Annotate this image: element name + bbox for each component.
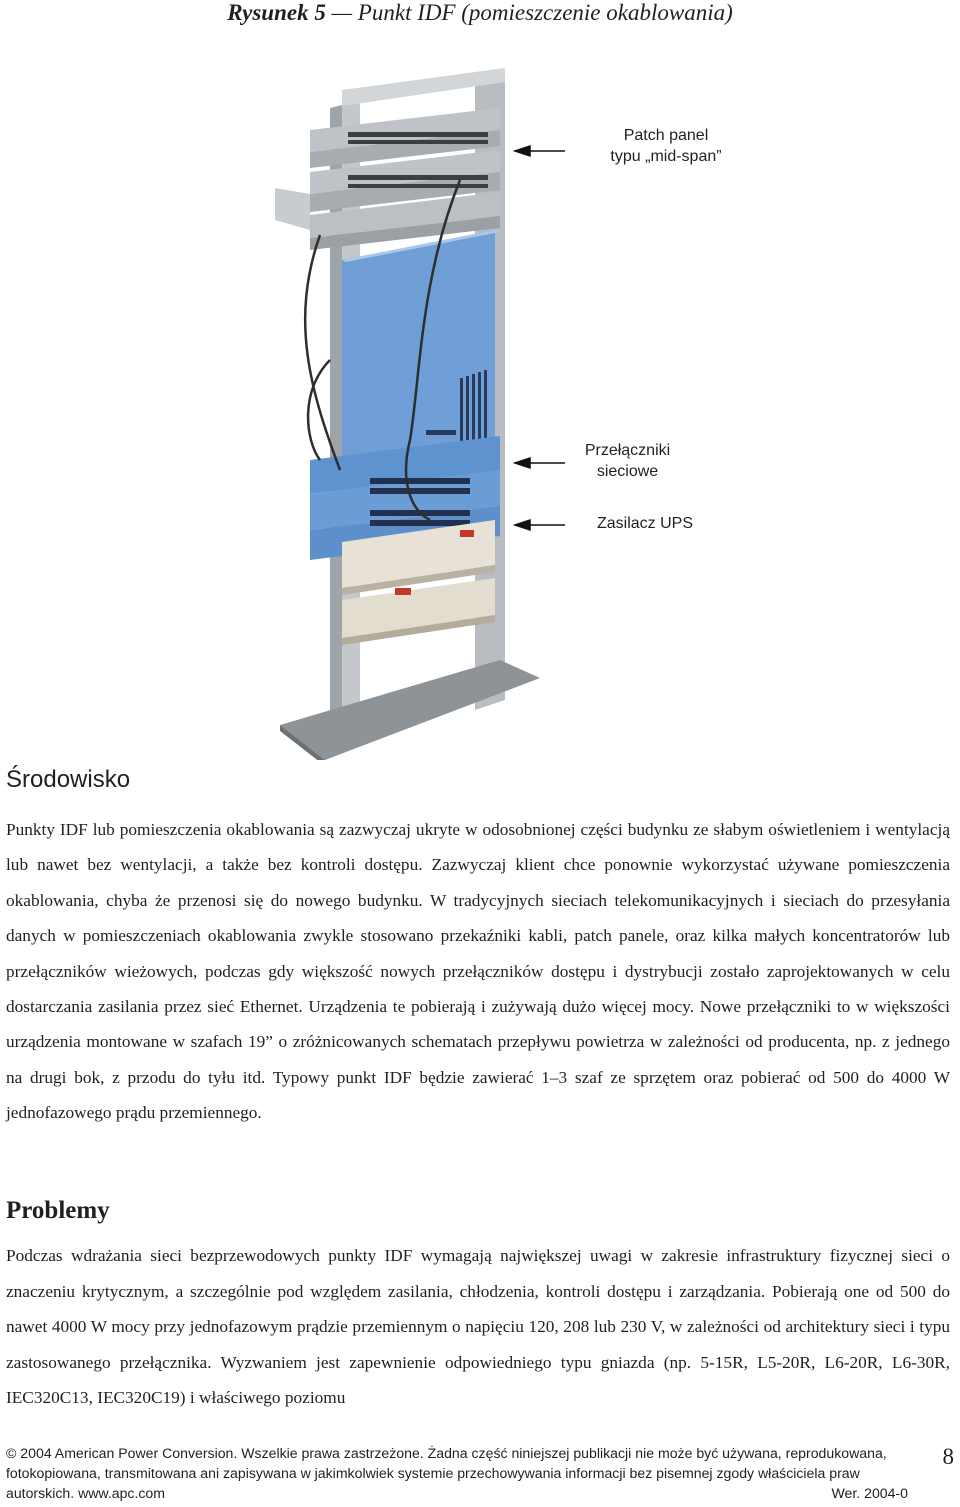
footer-copyright-line1: © 2004 American Power Conversion. Wszelkie prawa zastrzeżone. Żadna część niniejszej publikacji nie może być używana, reprodukowana,: [6, 1445, 887, 1461]
figure-caption-text: — Punkt IDF (pomieszczenie okablowania): [325, 0, 733, 25]
page-number: 8: [942, 1444, 954, 1469]
callout-switches-line2: sieciowe: [596, 463, 659, 480]
callout-patch-panel-line2: typu „mid-span”: [610, 148, 722, 165]
callout-ups: Zasilacz UPS: [596, 515, 694, 532]
rack-base: [280, 660, 540, 760]
callout-arrows: [515, 146, 565, 530]
figure-label: Rysunek 5: [227, 0, 326, 25]
footer-copyright-line3: autorskich. www.apc.com: [6, 1485, 166, 1501]
callout-switches: [580, 440, 675, 482]
page-footer: [6, 1443, 936, 1503]
callout-patch-panel: [586, 125, 746, 167]
section-heading-problems: Problemy: [6, 1197, 110, 1224]
ups-units: [342, 520, 495, 645]
section-body-environment: Punkty IDF lub pomieszczenia okablowania są zazwyczaj ukryte w odosobnionej części budynku ze słabym oświetleniem i wentylacją lub nawet bez wentylacji, a także bez kontroli dostępu. Zazwyczaj klient chce ponownie wykorzystać używane pomieszczenia okablowania, chyba że przenosi się do nowego budynku. W tradycyjnych sieciach telekomunikacyjnych i sieciach do przesyłania danych w pomieszczeniach okablowania zwykle stosowano przekaźniki kabli, patch panele, oraz kilka małych koncentratorów lub przełączników wieżowych, podczas gdy większość nowych przełączników dostępu i dystrybucji zostało zaprojektowanych w celu dostarczania zasilania przez sieć Ethernet. Urządzenia te pobierają i zużywają dużo więcej mocy. Nowe przełączniki to w większości urządzenia montowane w szafach 19” o zróżnicowanych schematach przepływu powietrza w zależności od producenta, np. z jednego na drugi bok, z przodu do tyłu itd. Typowy punkt IDF będzie zawierać 1–3 szaf ze sprzętem oraz pobierać od 500 do 4000 W jednofazowego prądu przemiennego.: [6, 820, 950, 1123]
footer-copyright-line2: fotokopiowana, transmitowana ani zapisywana w jakimkolwiek systemie przechowywania informacji bez pisemnej zgody właściciela praw: [6, 1465, 860, 1481]
section-heading-environment: Środowisko: [6, 766, 131, 793]
callout-patch-panel-line1: Patch panel: [623, 127, 709, 144]
section-body-problems: Podczas wdrażania sieci bezprzewodowych punkty IDF wymagają największej uwagi w zakresie infrastruktury fizycznej sieci o znaczeniu krytycznym, a szczególnie pod względem zasilania, chłodzenia, kontroli dostępu i zarządzania. Pobierają one od 500 do nawet 4000 W mocy przy jednofazowym prądzie przemiennym o napięciu 120, 208 lub 230 V, w zależności od architektury sieci i typu zastosowanego przełącznika. Wyzwaniem jest zapewnienie odpowiedniego typu gniazda (np. 5-15R, L5-20R, L6-20R, L6-30R, IEC320C13, IEC320C19) i właściwego poziomu: [6, 1246, 950, 1407]
figure-caption: [0, 0, 960, 26]
callout-switches-line1: Przełączniki: [584, 442, 671, 459]
footer-version: Wer. 2004-0: [831, 1485, 908, 1501]
